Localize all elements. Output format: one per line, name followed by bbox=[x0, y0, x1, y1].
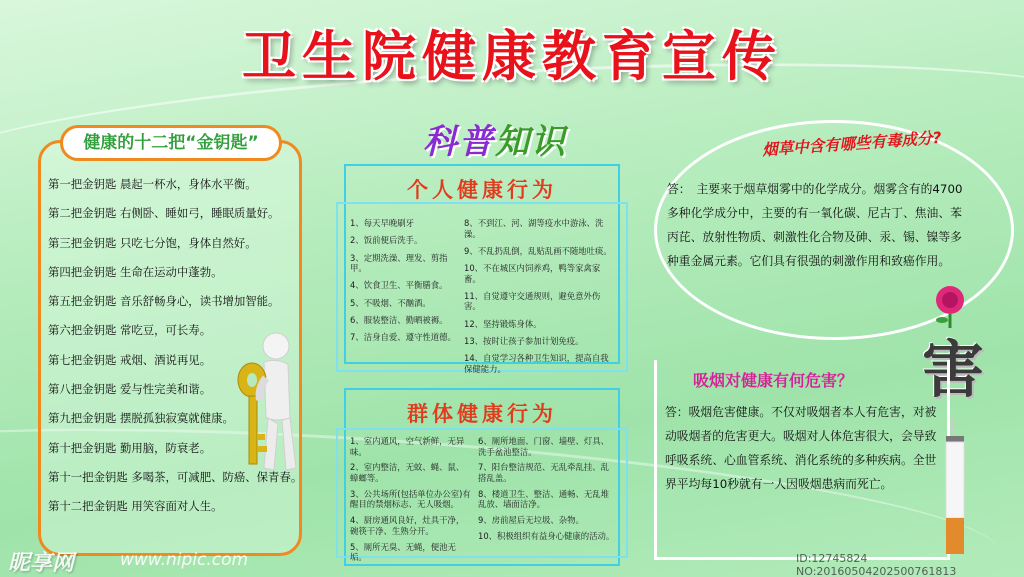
list-item: 8、楼道卫生、整洁、通畅、无乱堆乱放、墙面洁净。 bbox=[478, 488, 609, 510]
watermark-bar bbox=[0, 541, 1024, 577]
personal-health-title: 个人健康行为 bbox=[407, 178, 557, 202]
list-item: 6、厕所地面、门窗、墙壁、灯具、洗手盆池整洁。 bbox=[478, 436, 609, 457]
list-item: 第十一把金钥匙 多喝茶，可减肥、防癌、保青春。 bbox=[48, 469, 303, 484]
list-item: 4、厨房通风良好，灶具干净，碗筷干净、生熟分开。 bbox=[350, 515, 465, 536]
group-health-list-right bbox=[478, 436, 616, 547]
list-item: 第九把金钥匙 摆脱孤独寂寞就健康。 bbox=[48, 411, 234, 426]
list-item: 10、不在城区内饲养鸡，鸭等家禽家畜。 bbox=[464, 263, 601, 284]
list-item: 第十把金钥匙 勤用脑，防衰老。 bbox=[48, 440, 212, 455]
list-item: 6、服装整洁、勤晒被褥。 bbox=[350, 314, 448, 325]
tobacco-question: 烟草中含有哪些有毒成分? bbox=[761, 128, 942, 160]
watermark-url: www.nipic.com bbox=[120, 550, 249, 570]
list-item: 第五把金钥匙 音乐舒畅身心，读书增加智能。 bbox=[48, 294, 280, 309]
list-item: 9、不乱扔乱倒，乱贴乱画不随地吐痰。 bbox=[464, 245, 612, 256]
watermark-id: ID:12745824 NO:20160504202500761813 bbox=[796, 552, 957, 577]
list-item: 1、室内通风，空气新鲜，无异味。 bbox=[350, 436, 465, 457]
science-knowledge-heading: 科普知识 bbox=[423, 122, 567, 162]
smoking-harm-question: 吸烟对健康有何危害？ bbox=[693, 371, 854, 390]
list-item: 第八把金钥匙 爱与性完美和谐。 bbox=[48, 382, 212, 397]
tobacco-answer: 答： 主要来于烟草烟雾中的化学成分。烟雾含有的4700多种化学成分中，主要的有一氧化碳、尼古丁、焦油、苯丙芘、放射性物质、刺激性化合物及砷、汞、锡、镍等多种重金属元素。它们具有很强的刺激作用和致癌作用。 bbox=[667, 182, 963, 268]
list-item: 2、饭前便后洗手。 bbox=[350, 235, 423, 246]
list-item: 第二把金钥匙 右侧卧、睡如弓，睡眠质量好。 bbox=[48, 206, 280, 221]
list-item: 13、按时让孩子参加计划免疫。 bbox=[464, 335, 584, 346]
list-item: 2、室内整洁，无蚊、蝇、鼠、蟑螂等。 bbox=[350, 462, 465, 483]
list-item: 第七把金钥匙 戒烟、酒说再见。 bbox=[48, 352, 212, 367]
list-item: 12、坚持锻炼身体。 bbox=[464, 318, 542, 329]
list-item: 3、定期洗澡、理发、剪指甲。 bbox=[350, 252, 448, 274]
list-item: 5、不吸烟、不酗酒。 bbox=[350, 297, 431, 308]
list-item: 第一把金钥匙 晨起一杯水，身体水平衡。 bbox=[48, 177, 257, 191]
list-item: 8、不到江、河、湖等疫水中游泳、洗澡。 bbox=[464, 218, 604, 239]
person-with-key-icon bbox=[230, 328, 300, 478]
page-title: 卫生院健康教育宣传 bbox=[242, 25, 782, 88]
list-item: 第十二把金钥匙 用笑容面对人生。 bbox=[48, 499, 223, 514]
personal-health-list-left bbox=[350, 218, 462, 350]
list-item: 第六把金钥匙 常吃豆，可长寿。 bbox=[48, 323, 212, 338]
list-item: 7、洁身自爱、遵守性道德。 bbox=[350, 332, 456, 343]
list-item: 1、每天早晚刷牙 bbox=[350, 218, 414, 228]
list-item: 9、房前屋后无垃圾、杂物。 bbox=[478, 515, 584, 526]
list-item: 第三把金钥匙 只吃七分饱，身体自然好。 bbox=[48, 235, 257, 250]
golden-keys-heading: 健康的十二把“金钥匙” bbox=[60, 125, 282, 161]
list-item: 5、厕所无臭、无蝇，便池无垢。 bbox=[350, 541, 456, 563]
harm-character: 害 bbox=[922, 333, 985, 406]
list-item: 4、饮食卫生、平衡膳食。 bbox=[350, 280, 448, 291]
personal-health-list-right bbox=[464, 218, 616, 381]
list-item: 11、自觉遵守交通规则，避免意外伤害。 bbox=[464, 290, 601, 312]
list-item: 14、自觉学习各种卫生知识，提高自我保健能力。 bbox=[464, 353, 609, 374]
list-item: 3、公共场所(包括单位办公室)有醒目的禁烟标志、无人吸烟。 bbox=[350, 488, 471, 510]
list-item: 第四把金钥匙 生命在运动中蓬勃。 bbox=[48, 264, 223, 279]
watermark-logo: 昵享网 bbox=[8, 551, 75, 576]
smoking-harm-answer: 答：吸烟危害健康。不仅对吸烟者本人有危害，对被动吸烟者的危害更大。吸烟对人体危害很大，会导致呼吸系统、心血管系统、消化系统的多种疾病。全世界平均每10秒就有一人因吸烟患病而死亡。 bbox=[665, 405, 937, 491]
cigarette-icon bbox=[938, 418, 972, 558]
group-health-title: 群体健康行为 bbox=[407, 402, 557, 426]
list-item: 10、积极组织有益身心健康的活动。 bbox=[478, 531, 615, 542]
list-item: 7、阳台整洁规范、无乱牵乱挂、乱搭乱盖。 bbox=[478, 462, 609, 483]
